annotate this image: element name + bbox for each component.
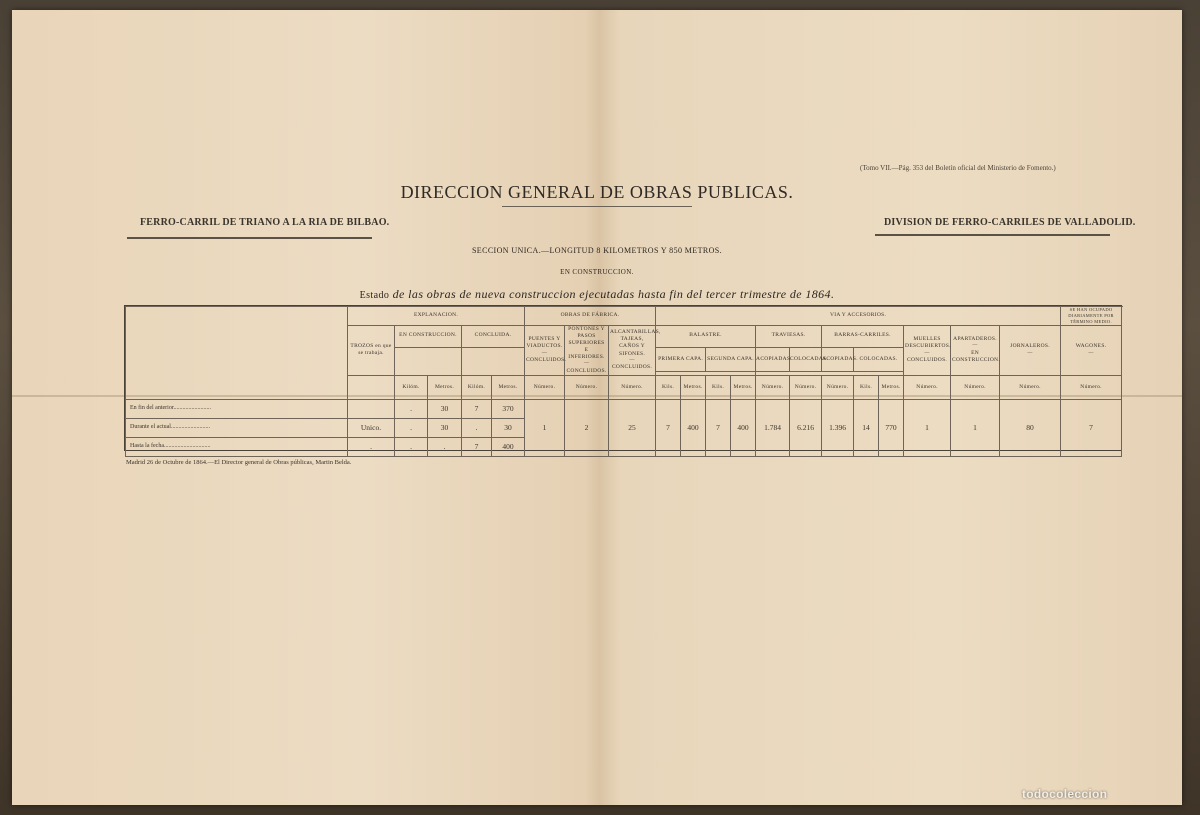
puentes-unit: Número. bbox=[525, 375, 565, 399]
ec-kilom-cell: . bbox=[395, 418, 428, 437]
puentes-header-label: PUENTES Y VIADUCTOS. bbox=[526, 336, 563, 350]
muelles-value: 1 bbox=[904, 399, 951, 456]
dash: — bbox=[1027, 350, 1033, 356]
b2-kils-unit: Kils. bbox=[706, 375, 731, 399]
concluida-header: CONCLUIDA. bbox=[462, 325, 525, 347]
report-subtitle-rest: de las obras de nueva construccion ejecutadas hasta fin del tercer trimestre de 1864. bbox=[392, 287, 835, 301]
muelles-header bbox=[904, 325, 951, 375]
barras-colocadas-header: COLOCADAS. bbox=[854, 347, 904, 371]
c-kilom-unit: Kilóm. bbox=[462, 375, 492, 399]
c-kilom-cell: 7 bbox=[462, 399, 492, 418]
dash: — bbox=[541, 350, 548, 356]
c-metros-cell: 30 bbox=[492, 418, 525, 437]
wagones-header bbox=[1061, 325, 1122, 375]
apartaderos-value: 1 bbox=[951, 399, 1000, 456]
apartaderos-unit: Número. bbox=[951, 375, 1000, 399]
segunda-capa-header: SEGUNDA CAPA. bbox=[706, 347, 756, 371]
right-heading-rule bbox=[875, 234, 1110, 236]
trozos-cell bbox=[348, 399, 395, 418]
c-metros-unit: Metros. bbox=[492, 375, 525, 399]
balastre-header: BALASTRE. bbox=[656, 325, 756, 347]
pontones-header bbox=[565, 325, 609, 375]
jornaleros-value: 80 bbox=[1000, 399, 1061, 456]
barras-header: BARRAS-CARRILES. bbox=[822, 325, 904, 347]
dash: — bbox=[924, 350, 930, 356]
b2-metros-value: 400 bbox=[731, 399, 756, 456]
explanacion-group: EXPLANACION. bbox=[348, 307, 525, 326]
primera-capa-header: PRIMERA CAPA. bbox=[656, 347, 706, 371]
row-label: Durante el actual.......................... bbox=[126, 418, 348, 437]
barras-metros-unit: Metros. bbox=[879, 375, 904, 399]
dash: — bbox=[629, 357, 635, 363]
traviesas-acopiadas-header: ACOPIADAS. bbox=[756, 347, 790, 371]
c-kilom-cell: 7 bbox=[462, 437, 492, 456]
via-group: VIA Y ACCESORIOS. bbox=[656, 307, 1061, 326]
dash: — bbox=[1088, 350, 1094, 356]
b1-kils-value: 7 bbox=[656, 399, 681, 456]
dash: — bbox=[583, 361, 590, 367]
report-subtitle-prefix: Estado bbox=[359, 290, 390, 301]
jornaleros-unit: Número. bbox=[1000, 375, 1061, 399]
signature-line: Madrid 26 de Octubre de 1864.—El Director general de Obras públicas, Martin Belda. bbox=[126, 459, 352, 466]
trozos-unit bbox=[348, 375, 395, 399]
puentes-value: 1 bbox=[525, 399, 565, 456]
left-heading-rule bbox=[127, 237, 372, 239]
barras-acop-unit: Número. bbox=[822, 375, 854, 399]
ec-metros-unit: Metros. bbox=[428, 375, 462, 399]
alcantarillas-value: 25 bbox=[609, 399, 656, 456]
concluidos-label: CONCLUIDOS. bbox=[526, 357, 567, 364]
personal-group: SE HAN OCUPADO DIARIAMENTE POR TÉRMINO MEDIO. bbox=[1061, 307, 1122, 326]
ec-kilom-cell: . bbox=[395, 399, 428, 418]
barras-metros-value: 770 bbox=[879, 399, 904, 456]
division-heading: DIVISION DE FERRO-CARRILES DE VALLADOLID. bbox=[884, 217, 1136, 228]
bulletin-note: (Tomo VII.—Pág. 353 del Boletín oficial del Ministerio de Fomento.) bbox=[860, 164, 1056, 172]
b1-metros-value: 400 bbox=[681, 399, 706, 456]
traviesas-header: TRAVIESAS. bbox=[756, 325, 822, 347]
b2-metros-unit: Metros. bbox=[731, 375, 756, 399]
watermark: todocoleccion bbox=[1022, 787, 1108, 801]
ec-kilom-cell: . bbox=[395, 437, 428, 456]
b2-kils-value: 7 bbox=[706, 399, 731, 456]
trav-col-value: 6.216 bbox=[790, 399, 822, 456]
barras-kils-value: 14 bbox=[854, 399, 879, 456]
trav-col-unit: Número. bbox=[790, 375, 822, 399]
trozos-header: TROZOS en que se trabaja. bbox=[348, 325, 395, 375]
b1-metros-unit: Metros. bbox=[681, 375, 706, 399]
concluidos-label: CONCLUIDOS. bbox=[906, 357, 948, 364]
wagones-unit: Número. bbox=[1061, 375, 1122, 399]
railway-heading: FERRO-CARRIL DE TRIANO A LA RIA DE BILBAO. bbox=[140, 217, 390, 228]
apartaderos-header bbox=[951, 325, 1000, 375]
section-line: SECCION UNICA.—LONGITUD 8 KILOMETROS Y 850 METROS. bbox=[471, 246, 723, 255]
concluidos-label: CONCLUIDOS. bbox=[566, 367, 607, 374]
muelles-header-label: MUELLES DESCUBIERTOS. bbox=[905, 336, 951, 350]
b1-kils-unit: Kils. bbox=[656, 375, 681, 399]
puentes-header bbox=[525, 325, 565, 375]
alcantarillas-unit: Número. bbox=[609, 375, 656, 399]
row-label: Hasta la fecha............................... bbox=[126, 437, 348, 456]
wagones-header-label: WAGONES. bbox=[1075, 343, 1107, 350]
page-title: DIRECCION GENERAL DE OBRAS PUBLICAS. bbox=[400, 182, 794, 202]
apartaderos-header-label: APARTADEROS. bbox=[953, 336, 997, 343]
works-table bbox=[124, 305, 1122, 451]
c-spacer bbox=[462, 347, 525, 375]
concluidos-label: CONCLUIDOS. bbox=[611, 364, 653, 371]
pontones-header-label: PONTONES Y PASOS SUPERIORES E INFERIORES. bbox=[568, 325, 605, 361]
muelles-unit: Número. bbox=[904, 375, 951, 399]
report-subtitle bbox=[12, 287, 1182, 302]
c-metros-cell: 370 bbox=[492, 399, 525, 418]
wagones-value: 7 bbox=[1061, 399, 1122, 456]
ec-spacer bbox=[395, 347, 462, 375]
en-construccion-label: EN CONSTRUCCION. bbox=[952, 349, 1001, 364]
barras-acopiadas-header: ACOPIADAS. bbox=[822, 347, 854, 371]
trozos-cell: . bbox=[348, 437, 395, 456]
construction-status: EN CONSTRUCCION. bbox=[560, 268, 634, 276]
ec-metros-cell: 30 bbox=[428, 418, 462, 437]
trav-acop-unit: Número. bbox=[756, 375, 790, 399]
barras-acop-value: 1.396 bbox=[822, 399, 854, 456]
jornaleros-header bbox=[1000, 325, 1061, 375]
alcantarillas-header bbox=[609, 325, 661, 375]
title-rule bbox=[502, 206, 692, 207]
obras-fabrica-group: OBRAS DE FÁBRICA. bbox=[525, 307, 656, 326]
trozos-cell: Unico. bbox=[348, 418, 395, 437]
alcantarillas-header-label: ALCANTARILLAS, TAJEAS, CAÑOS Y SIFONES. bbox=[610, 329, 661, 357]
dash: — bbox=[972, 343, 978, 349]
ec-metros-cell: . bbox=[428, 437, 462, 456]
en-construccion-header: EN CONSTRUCCION. bbox=[395, 325, 462, 347]
paper-sheet bbox=[12, 10, 1182, 805]
ec-kilom-unit: Kilóm. bbox=[395, 375, 428, 399]
row-label-header bbox=[126, 307, 348, 400]
ec-metros-cell: 30 bbox=[428, 399, 462, 418]
pontones-unit: Número. bbox=[565, 375, 609, 399]
traviesas-colocadas-header: COLOCADAS. bbox=[790, 347, 822, 371]
c-metros-cell: 400 bbox=[492, 437, 525, 456]
jornaleros-header-label: JORNALEROS. bbox=[1010, 343, 1050, 350]
c-kilom-cell: . bbox=[462, 418, 492, 437]
pontones-value: 2 bbox=[565, 399, 609, 456]
row-label: En fin del anterior......................... bbox=[126, 399, 348, 418]
barras-kils-unit: Kils. bbox=[854, 375, 879, 399]
trav-acop-value: 1.784 bbox=[756, 399, 790, 456]
